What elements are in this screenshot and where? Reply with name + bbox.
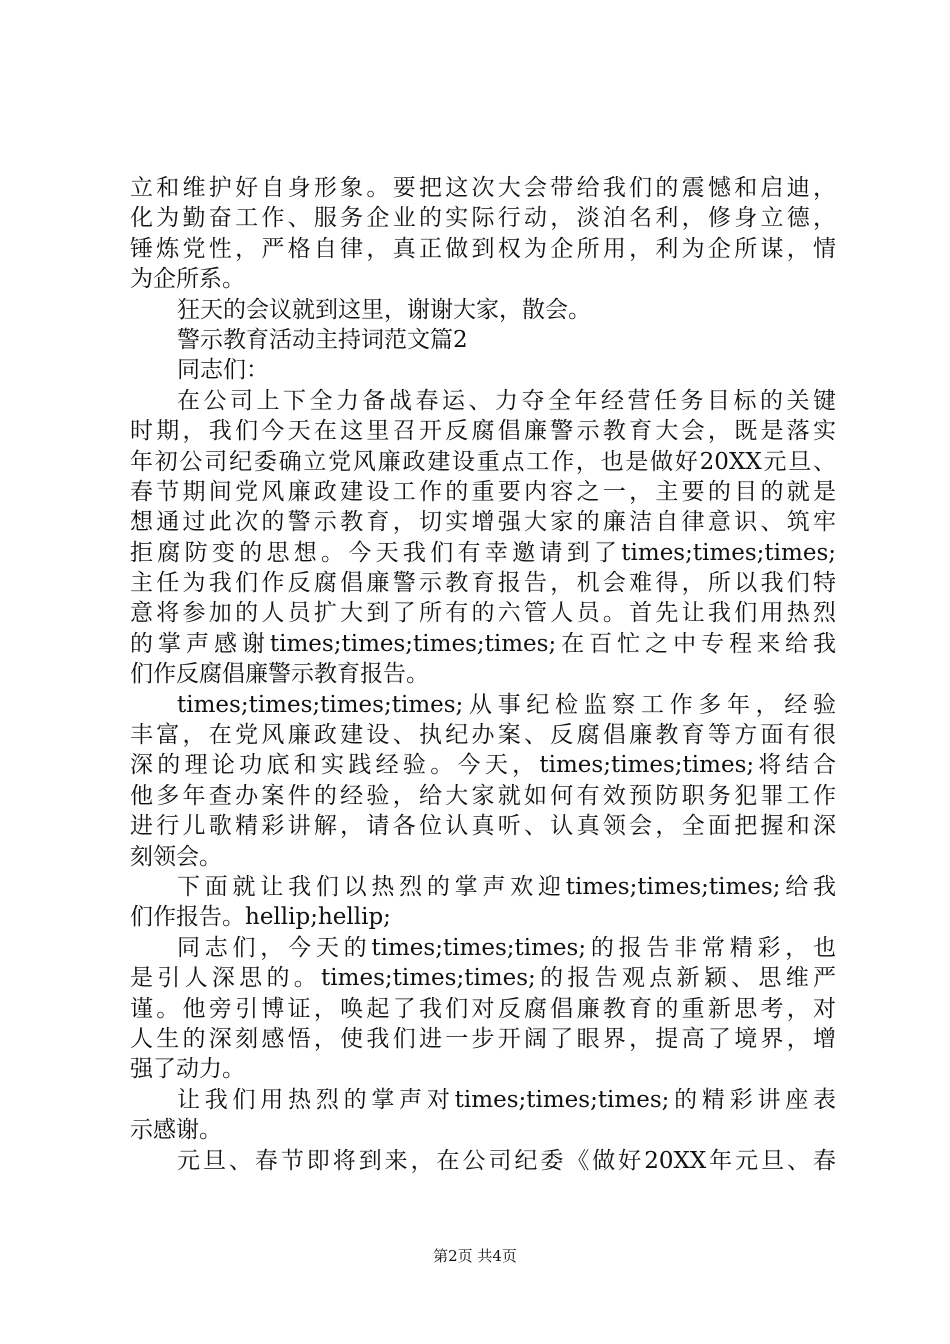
text-line: 深的理论功底和实践经验。今天，times;times;times;将结合 [130, 752, 836, 779]
text-line: 让我们用热烈的掌声对times;times;times;的精彩讲座表 [177, 1086, 836, 1113]
text-line: 同志们，今天的times;times;times;的报告非常精彩，也 [177, 934, 836, 961]
text-line: 年初公司纪委确立党风廉政建设重点工作，也是做好20XX元旦、 [130, 448, 836, 475]
text-line: 的掌声感谢times;times;times;times;在百忙之中专程来给我 [130, 630, 836, 657]
section-heading: 警示教育活动主持词范文篇2 [177, 326, 468, 353]
text-line: 强了动力。 [130, 1056, 245, 1083]
text-line: 是引人深思的。times;times;times;的报告观点新颖、思维严 [130, 965, 836, 992]
text-line: 示感谢。 [130, 1117, 222, 1144]
document-body [130, 173, 836, 1176]
page-number-footer: 第2页 共4页 [433, 1247, 517, 1265]
text-line: 人生的深刻感悟，使我们进一步开阔了眼界，提高了境界，增 [130, 1025, 836, 1052]
text-line: 意将参加的人员扩大到了所有的六管人员。首先让我们用热烈 [130, 600, 836, 627]
text-line: 化为勤奋工作、服务企业的实际行动，淡泊名利，修身立德， [130, 205, 836, 232]
text-line: 立和维护好自身形象。要把这次大会带给我们的震憾和启迪， [130, 175, 836, 201]
text-line: 拒腐防变的思想。今天我们有幸邀请到了times;times;times; [130, 539, 836, 566]
text-line: times;times;times;times;从事纪检监察工作多年，经验 [177, 691, 836, 718]
text-line: 时期，我们今天在这里召开反腐倡廉警示教育大会，既是落实 [130, 418, 836, 445]
text-line: 们作报告。hellip;hellip; [130, 904, 391, 931]
text-line: 主任为我们作反腐倡廉警示教育报告，机会难得，所以我们特 [130, 570, 836, 597]
salutation: 同志们： [177, 357, 269, 384]
text-line: 下面就让我们以热烈的掌声欢迎times;times;times;给我 [177, 873, 836, 900]
text-line: 狂天的会议就到这里，谢谢大家，散会。 [177, 296, 591, 323]
text-line: 为企所系。 [130, 266, 245, 293]
text-line: 元旦、春节即将到来，在公司纪委《做好20XX年元旦、春 [177, 1147, 836, 1174]
text-line: 锤炼党性，严格自律，真正做到权为企所用，利为企所谋，情 [130, 235, 836, 262]
text-line: 刻领会。 [130, 843, 222, 870]
text-line: 们作反腐倡廉警示教育报告。 [130, 661, 429, 688]
text-line: 想通过此次的警示教育，切实增强大家的廉洁自律意识、筑牢 [130, 509, 836, 536]
text-line: 他多年查办案件的经验，给大家就如何有效预防职务犯罪工作 [130, 782, 836, 809]
text-line: 谨。他旁引博证，唤起了我们对反腐倡廉教育的重新思考，对 [130, 995, 836, 1022]
text-line: 丰富，在党风廉政建设、执纪办案、反腐倡廉教育等方面有很 [130, 722, 836, 749]
text-line: 进行儿歌精彩讲解，请各位认真听、认真领会，全面把握和深 [130, 813, 836, 840]
text-line: 春节期间党风廉政建设工作的重要内容之一，主要的目的就是 [130, 478, 836, 505]
text-line: 在公司上下全力备战春运、力夺全年经营任务目标的关键 [177, 387, 836, 414]
